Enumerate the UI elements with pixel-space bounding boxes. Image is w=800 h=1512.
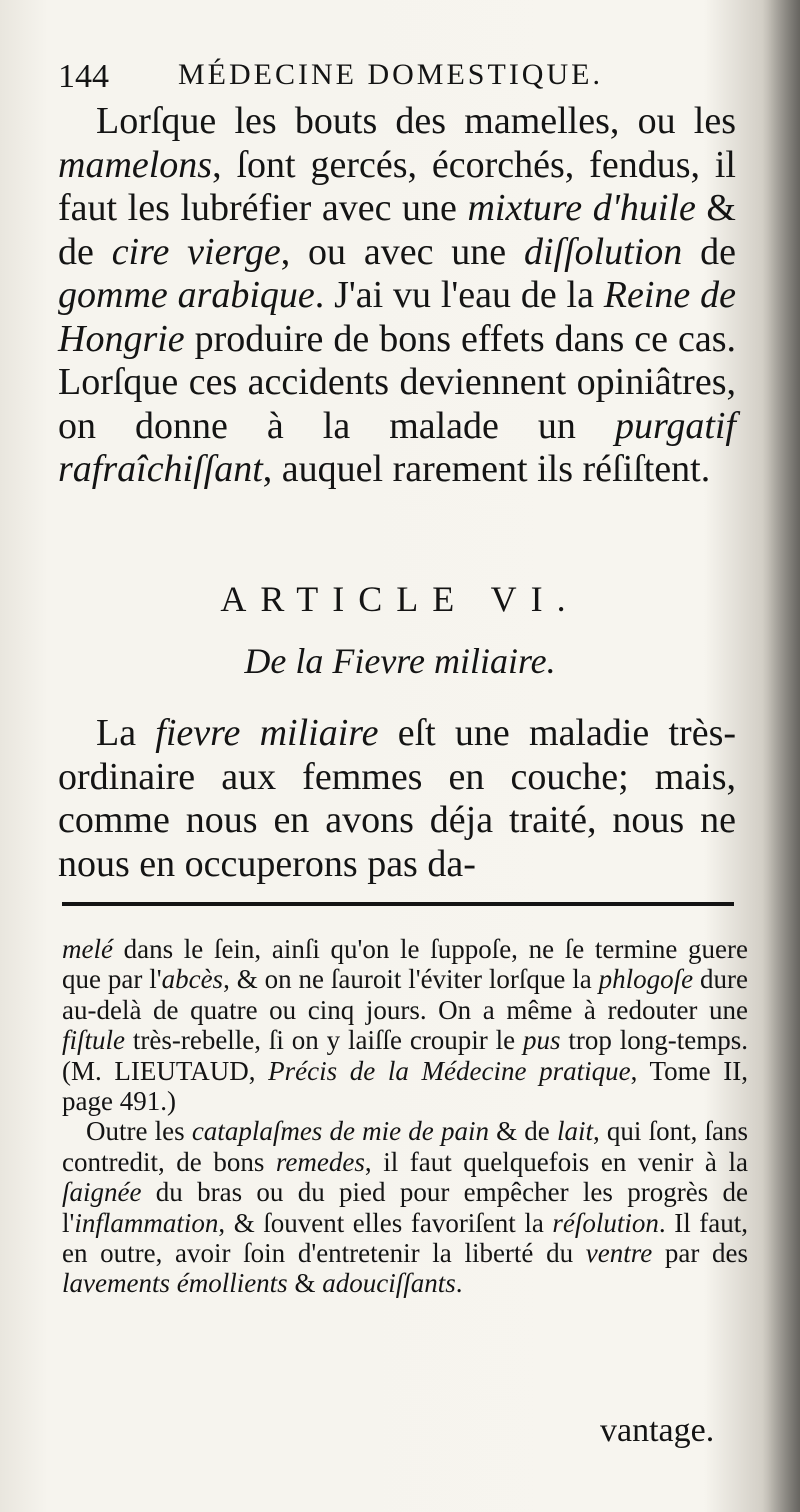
footnote1-run: très-rebelle, ſi on y laiſſe croupir le bbox=[125, 1025, 524, 1056]
paragraph1-run: gomme arabique bbox=[58, 274, 315, 316]
footnote1-run: trop long-temps. (M. LIEUTAUD, bbox=[62, 1025, 748, 1086]
footnote2-run: & bbox=[287, 1268, 323, 1299]
paragraph-2 bbox=[58, 712, 736, 886]
footnote1-run: pus bbox=[523, 1025, 561, 1056]
footnote2-run: par des bbox=[652, 1238, 748, 1269]
paragraph2-run: fievre miliaire bbox=[155, 712, 379, 754]
paragraph1-run: purgatif rafraîchiſſant bbox=[58, 404, 736, 490]
paragraph1-run: de bbox=[682, 230, 736, 273]
footnote2-run: ſaignée bbox=[62, 1177, 142, 1208]
page-number: 144 bbox=[58, 58, 109, 95]
paragraph1-run: mamelons bbox=[58, 143, 213, 186]
footnote1-run: fiſtule bbox=[62, 1025, 125, 1056]
article-heading: ARTICLE VI. bbox=[220, 579, 580, 619]
footnote1-run: melé bbox=[62, 934, 113, 964]
footnote2-run: réſolution bbox=[552, 1207, 659, 1238]
footnote2-run: adouciſſants bbox=[322, 1268, 456, 1299]
footnote2-run: . bbox=[455, 1268, 463, 1299]
paragraph1-run: mixture d'huile bbox=[467, 187, 696, 229]
footnote2-run: & de bbox=[488, 1116, 557, 1147]
footnote1-run: phlogoſe bbox=[598, 964, 694, 995]
paragraph1-run: produire de bons effets dans ce cas. Lorſque ces accidents deviennent opiniâtres, on donne à la malade un bbox=[58, 317, 736, 447]
paragraph1-run: , ſont gercés, écorchés, fendus, il faut les lubréfier avec une bbox=[58, 143, 736, 229]
footnote-divider bbox=[62, 902, 734, 906]
footnote1-run: , & on ne ſauroit l'éviter lorſque la bbox=[223, 964, 599, 995]
running-title: MÉDECINE DOMESTIQUE. bbox=[178, 58, 603, 91]
paragraph1-run: & de bbox=[58, 187, 736, 273]
paragraph-1 bbox=[58, 100, 736, 492]
paragraph2-run: eſt une maladie très-ordinaire aux femmes en couche; mais, comme nous en avons déja traité, nous ne nous en occuperons pas da- bbox=[58, 712, 737, 885]
paragraph1-run: Lorſque les bouts des mamelles, ou les bbox=[96, 100, 736, 142]
article-subtitle: De la Fievre miliaire. bbox=[244, 641, 556, 681]
footnote2-run: cataplaſmes de mie de pain bbox=[191, 1116, 489, 1147]
catchword: vantage. bbox=[600, 1412, 715, 1449]
footnotes bbox=[62, 934, 748, 1299]
footnote2-run: . Il faut, en outre, avoir ſoin d'entretenir la liberté du bbox=[62, 1207, 748, 1269]
main-paragraph-1-block bbox=[58, 100, 736, 492]
footnote1-run: Précis de la Médecine pratique bbox=[268, 1055, 631, 1086]
paragraph1-run: , auquel rarement ils réſiſtent. bbox=[262, 448, 711, 490]
paragraph1-run: Reine de Hongrie bbox=[58, 274, 736, 360]
footnote2-run: lait bbox=[556, 1116, 593, 1147]
footnote2-run: , qui ſont, ſans contredit, de bons bbox=[62, 1116, 749, 1177]
paragraph1-run: cire vierge bbox=[111, 230, 281, 273]
footnote-2 bbox=[62, 1116, 748, 1298]
footnote2-run: , & ſouvent elles favoriſent la bbox=[218, 1207, 553, 1238]
main-paragraph-2-block bbox=[58, 712, 736, 886]
footnote2-run: ventre bbox=[585, 1238, 653, 1269]
footnote2-run: Outre les bbox=[86, 1116, 192, 1147]
paragraph1-run: diſſolution bbox=[523, 230, 683, 273]
footnote1-run: , Tome II, page 491.) bbox=[62, 1055, 748, 1117]
footnote2-run: inflammation bbox=[74, 1207, 219, 1238]
footnote2-run: , il faut quelquefois en venir à la bbox=[364, 1146, 748, 1177]
footnote1-run: abcès bbox=[161, 964, 224, 995]
footnote-1 bbox=[62, 934, 748, 1116]
footnote2-run: remedes bbox=[275, 1146, 365, 1177]
footnote2-run: du bras ou du pied pour empêcher les progrès de l' bbox=[62, 1177, 748, 1238]
footnote1-run: dure au-delà de quatre ou cinq jours. On a même à redouter une bbox=[62, 964, 748, 1025]
page-header bbox=[58, 58, 748, 98]
paragraph1-run: , ou avec une bbox=[280, 230, 524, 273]
paragraph1-run: . J'ai vu l'eau de la bbox=[314, 274, 604, 316]
page-edge-shadow bbox=[762, 0, 800, 1512]
footnote2-run: lavements émollients bbox=[62, 1268, 288, 1299]
footnote1-run: dans le ſein, ainſi qu'on le ſuppoſe, ne ſe termine guere que par l' bbox=[62, 934, 748, 995]
paragraph2-run: La bbox=[96, 712, 156, 754]
